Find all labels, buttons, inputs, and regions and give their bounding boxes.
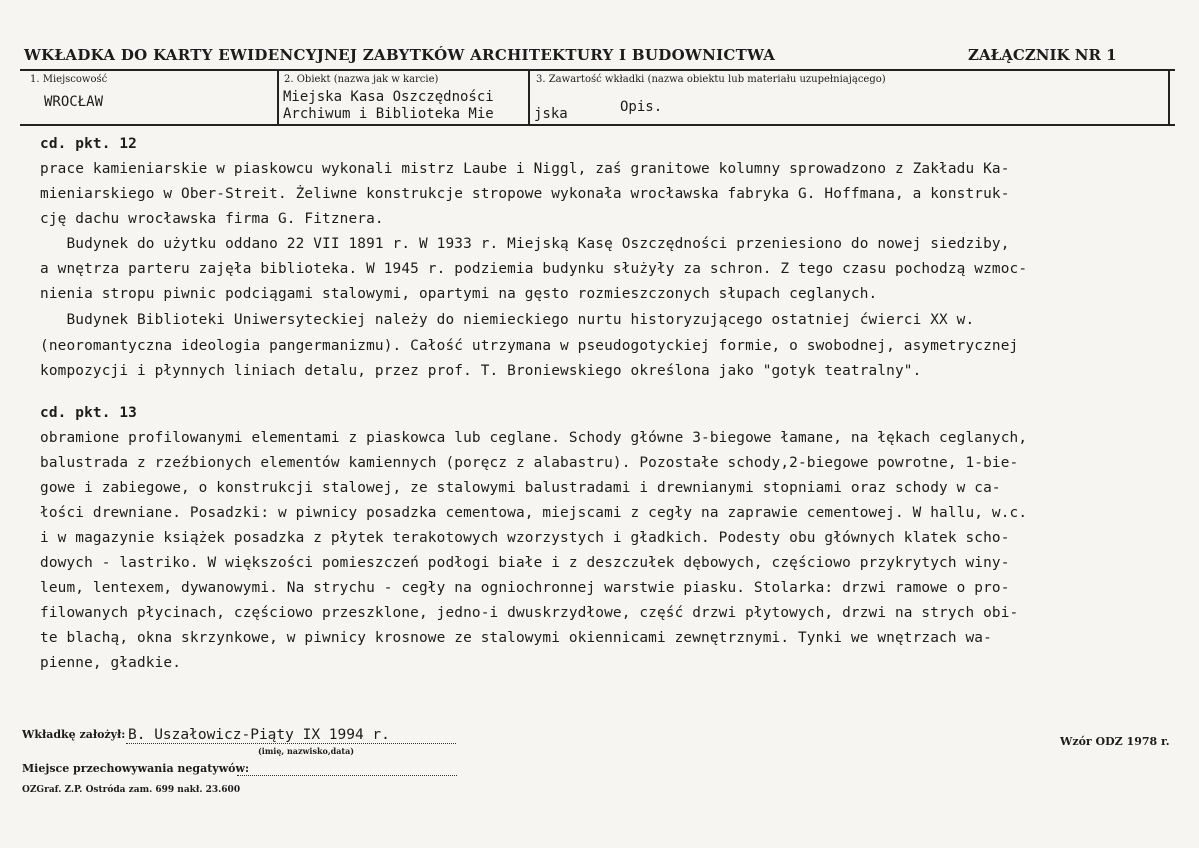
section-13-line: gowe i zabiegowe, o konstrukcji stalowej, ze stalowymi balustradami i drewnianymi stopniami oraz schody w ca- [40, 480, 1001, 496]
header-bottom-rule [20, 124, 1175, 126]
object-line-1: Miejska Kasa Oszczędności [283, 89, 494, 105]
section-12-line: Budynek do użytku oddano 22 VII 1891 r. W 1933 r. Miejską Kasę Oszczędności przeniesiono do nowej siedziby, [40, 236, 1010, 252]
section-13-line: pienne, gładkie. [40, 655, 182, 671]
object-line-2-overflow: jska [534, 106, 568, 122]
section-13-line: i w magazynie książek posadzka z płytek terakotowych wzorzystych i gładkich. Podesty obu głównych klatek scho- [40, 530, 1010, 546]
founder-line [126, 743, 456, 744]
section-12-line: mieniarskiego w Ober-Streit. Żeliwne konstrukcje stropowe wykonała wrocławska fabryka G. Hoffmana, a konstruk- [40, 186, 1010, 202]
section-12-line: Budynek Biblioteki Uniwersyteckiej należy do niemieckiego nurtu historyzującego ostatniej ćwierci XX w. [40, 312, 975, 328]
section-12-line: prace kamieniarskie w piaskowcu wykonali mistrz Laube i Niggl, zaś granitowe kolumny sprowadzono z Zakładu Ka- [40, 161, 1010, 177]
section-12-line: a wnętrza parteru zajęła biblioteka. W 1945 r. podziemia budynku służyły za schron. Z tego czasu pochodzą wzmoc- [40, 261, 1028, 277]
object-line-2: Archiwum i Biblioteka Mie [283, 106, 494, 122]
negatives-label: Miejsce przechowywania negatywów: [22, 762, 250, 775]
locality-value: WROCŁAW [44, 94, 104, 110]
annex-number: ZAŁĄCZNIK NR 1 [968, 46, 1117, 64]
field-divider-right [1168, 69, 1170, 126]
printer-info: OZGraf. Z.P. Ostróda zam. 699 nakł. 23.600 [22, 785, 241, 795]
locality-caption: 1. Miejscowość [30, 74, 108, 85]
section-13-line: obramione profilowanymi elementami z piaskowca lub ceglane. Schody główne 3-biegowe łamane, na łękach ceglanych, [40, 430, 1028, 446]
section-12-line: nienia stropu piwnic podciągami stalowymi, opartymi na gęsto rozmieszczonych słupach ceglanych. [40, 286, 878, 302]
section-13-line: łości drewniane. Posadzki: w piwnicy posadzka cementowa, miejscami z cegły na zaprawie cementowej. W hallu, w.c. [40, 505, 1028, 521]
section-12-line: kompozycji i płynnych liniach detalu, przez prof. T. Broniewskiego określona jako "gotyk teatralny". [40, 363, 922, 379]
negatives-line [237, 775, 457, 776]
form-code: Wzór ODZ 1978 r. [1060, 735, 1170, 748]
section-12-line: cję dachu wrocławska firma G. Fitznera. [40, 211, 384, 227]
founder-hint: (imię, nazwisko,data) [258, 746, 355, 756]
content-caption: 3. Zawartość wkładki (nazwa obiektu lub materiału uzupełniającego) [536, 74, 886, 85]
content-value: Opis. [620, 99, 663, 115]
object-caption: 2. Obiekt (nazwa jak w karcie) [284, 74, 439, 85]
section-13-heading: cd. pkt. 13 [40, 405, 137, 421]
section-13-line: dowych - lastriko. W większości pomieszczeń podłogi białe i z deszczułek dębowych, częściowo przykrytych winy- [40, 555, 1010, 571]
field-divider-1 [277, 69, 279, 126]
header-top-rule [20, 69, 1175, 71]
section-12-line: (neoromantyczna ideologia pangermanizmu). Całość utrzymana w pseudogotyckiej formie, o swobodnej, asymetrycznej [40, 338, 1019, 354]
section-13-line: filowanych płycinach, częściowo przeszklone, jedno-i dwuskrzydłowe, część drzwi płytowych, drzwi na strych obi- [40, 605, 1019, 621]
field-divider-2 [528, 69, 530, 126]
section-12-heading: cd. pkt. 12 [40, 136, 137, 152]
section-13-line: leum, lentexem, dywanowymi. Na strychu - cegły na ogniochronnej warstwie piasku. Stolarka: drzwi ramowe o pro- [40, 580, 1010, 596]
founder-label: Wkładkę założył: [22, 728, 126, 741]
founder-value: B. Uszałowicz-Piąty IX 1994 r. [128, 727, 390, 743]
section-13-line: te blachą, okna skrzynkowe, w piwnicy krosnowe ze stalowymi okiennicami zewnętrznymi. Tynki we wnętrzach wa- [40, 630, 992, 646]
section-13-line: balustrada z rzeźbionych elementów kamiennych (poręcz z alabastru). Pozostałe schody,2-biegowe powrotne, 1-bie- [40, 455, 1019, 471]
form-title: WKŁADKA DO KARTY EWIDENCYJNEJ ZABYTKÓW ARCHITEKTURY I BUDOWNICTWA [24, 46, 776, 64]
